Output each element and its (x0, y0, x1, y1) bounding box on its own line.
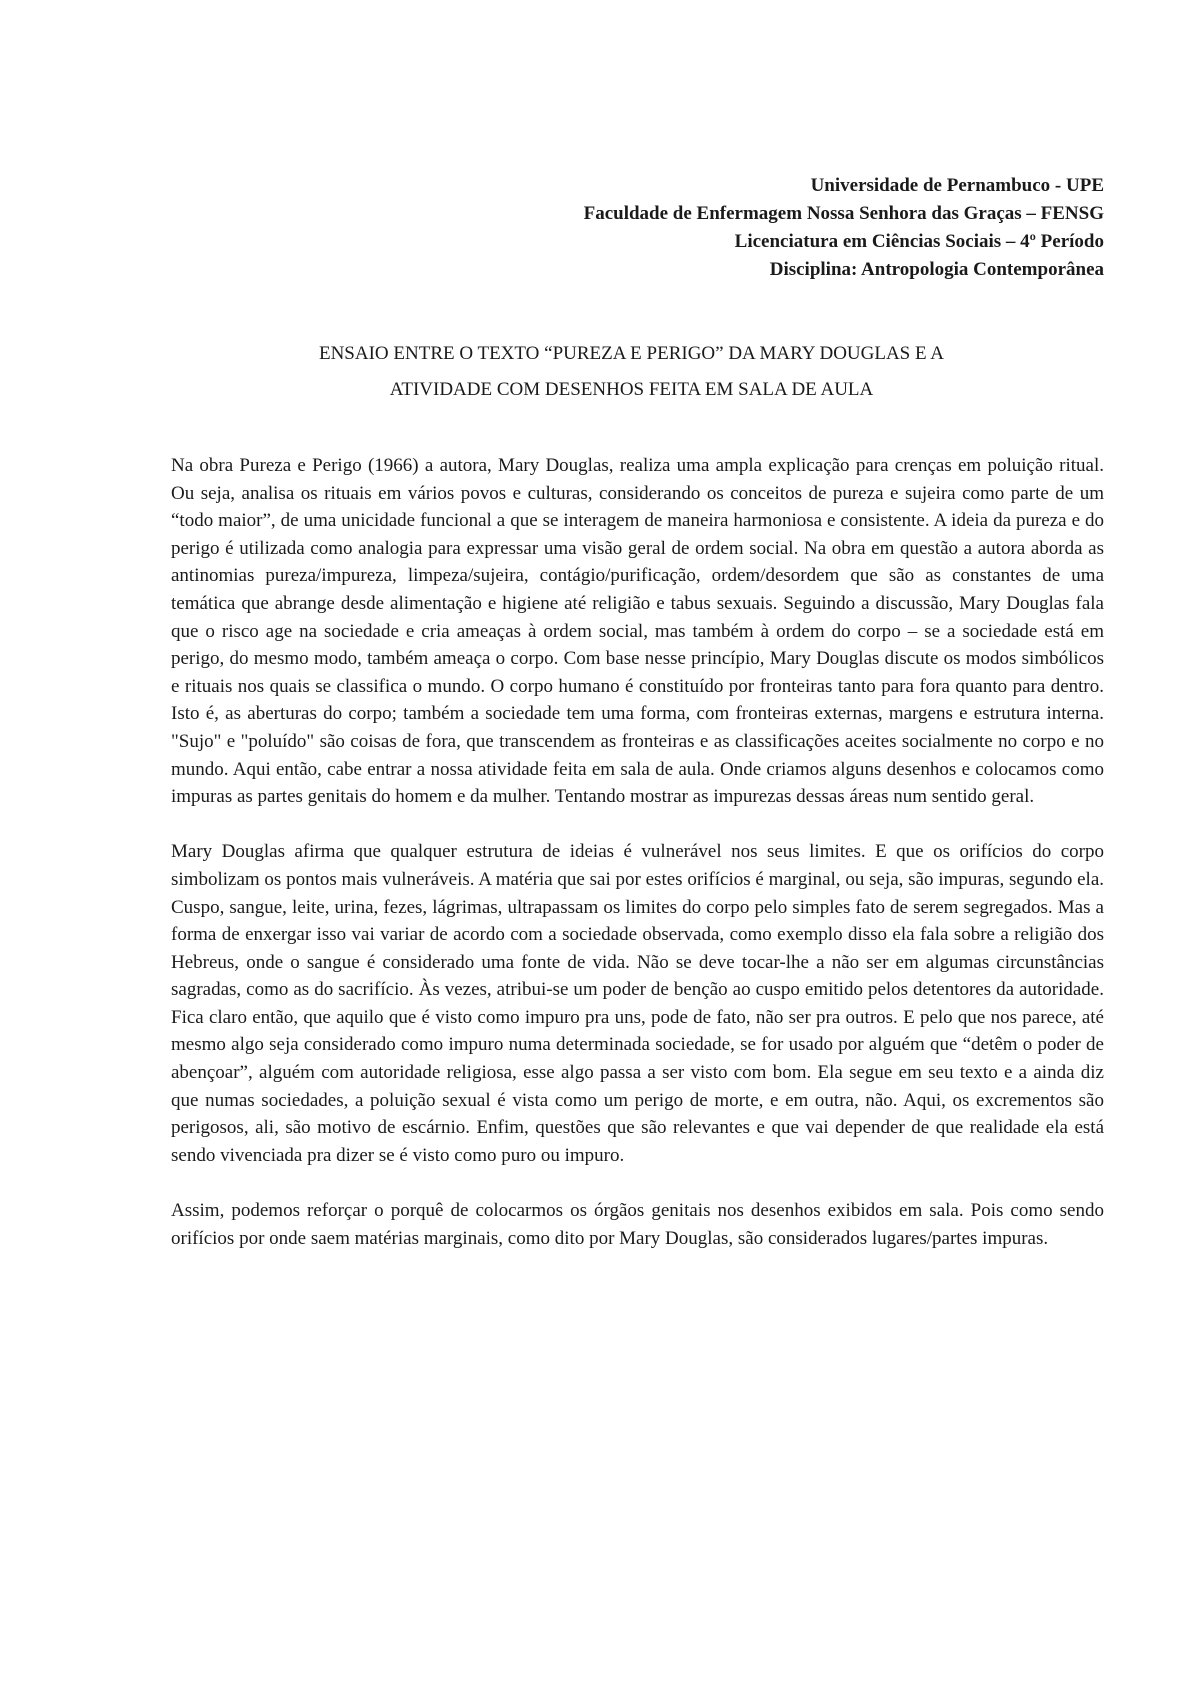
title-line-1: ENSAIO ENTRE O TEXTO “PUREZA E PERIGO” DA MARY DOUGLAS E A (318, 343, 945, 364)
essay-title (171, 336, 1104, 408)
paragraph-2: Mary Douglas afirma que qualquer estrutura de ideias é vulnerável nos seus limites. E que os orifícios do corpo simbolizam os pontos mais vulneráveis. A matéria que sai por estes orifícios é marginal, ou seja, são impuras, segundo ela. Cuspo, sangue, leite, urina, fezes, lágrimas, ultrapassam os limites do corpo pelo simples fato de serem segregados. Mas a forma de enxergar isso vai variar de acordo com a sociedade observada, como exemplo disso ela fala sobre a religião dos Hebreus, onde o sangue é considerado uma fonte de vida. Não se deve tocar-lhe a não ser em algumas circunstâncias sagradas, como as do sacrifício. Às vezes, atribui-se um poder de benção ao cuspo emitido pelos detentores da autoridade. Fica claro então, que aquilo que é visto como impuro pra uns, pode de fato, não ser pra outros. E pelo que nos parece, até mesmo algo seja considerado como impuro numa determinada sociedade, se for usado por alguém que “detêm o poder de abençoar”, alguém com autoridade religiosa, esse algo passa a ser visto com bom. Ela segue em seu texto e a ainda diz que numas sociedades, a poluição sexual é vista como um perigo de morte, e em outra, não. Aqui, os excrementos são perigosos, ali, são motivo de escárnio. Enfim, questões que são relevantes e que vai depender de que realidade ela está sendo vivenciada pra dizer se é visto como puro ou impuro. (171, 841, 1104, 1166)
paragraph-1: Na obra Pureza e Perigo (1966) a autora, Mary Douglas, realiza uma ampla explicação para crenças em poluição ritual. Ou seja, analisa os rituais em vários povos e culturas, considerando os conceitos de pureza e sujeira como parte de um “todo maior”, de uma unicidade funcional a que se interagem de maneira harmoniosa e consistente. A ideia da pureza e do perigo é utilizada como analogia para expressar uma visão geral de ordem social. Na obra em questão a autora aborda as antinomias pureza/impureza, limpeza/sujeira, contágio/purificação, ordem/desordem que são as constantes de uma temática que abrange desde alimentação e higiene até religião e tabus sexuais. Seguindo a discussão, Mary Douglas fala que o risco age na sociedade e cria ameaças à ordem social, mas também à ordem do corpo – se a sociedade está em perigo, do mesmo modo, também ameaça o corpo. Com base nesse princípio, Mary Douglas discute os modos simbólicos e rituais nos quais se classifica o mundo. O corpo humano é constituído por fronteiras tanto para fora quanto para dentro. Isto é, as aberturas do corpo; também a sociedade tem uma forma, com fronteiras externas, margens e estrutura interna. "Sujo" e "poluído" são coisas de fora, que transcendem as fronteiras e as classificações aceites socialmente no corpo e no mundo. Aqui então, cabe entrar a nossa atividade feita em sala de aula. Onde criamos alguns desenhos e colocamos como impuras as partes genitais do homem e da mulher. Tentando mostrar as impurezas dessas áreas num sentido geral. (171, 455, 1104, 808)
paragraph-3: Assim, podemos reforçar o porquê de colocarmos os órgãos genitais nos desenhos exibidos em sala. Pois como sendo orifícios por onde saem matérias marginais, como dito por Mary Douglas, são considerados lugares/partes impuras. (171, 1200, 1104, 1249)
university-line: Universidade de Pernambuco - UPE (810, 175, 1104, 196)
course-line: Licenciatura em Ciências Sociais – 4º Período (734, 231, 1104, 252)
essay-body (171, 452, 1104, 1252)
faculty-line: Faculdade de Enfermagem Nossa Senhora das Graças – FENSG (583, 203, 1104, 224)
title-line-2: ATIVIDADE COM DESENHOS FEITA EM SALA DE AULA (389, 379, 874, 400)
institution-header (171, 172, 1104, 284)
discipline-line: Disciplina: Antropologia Contemporânea (769, 259, 1104, 280)
